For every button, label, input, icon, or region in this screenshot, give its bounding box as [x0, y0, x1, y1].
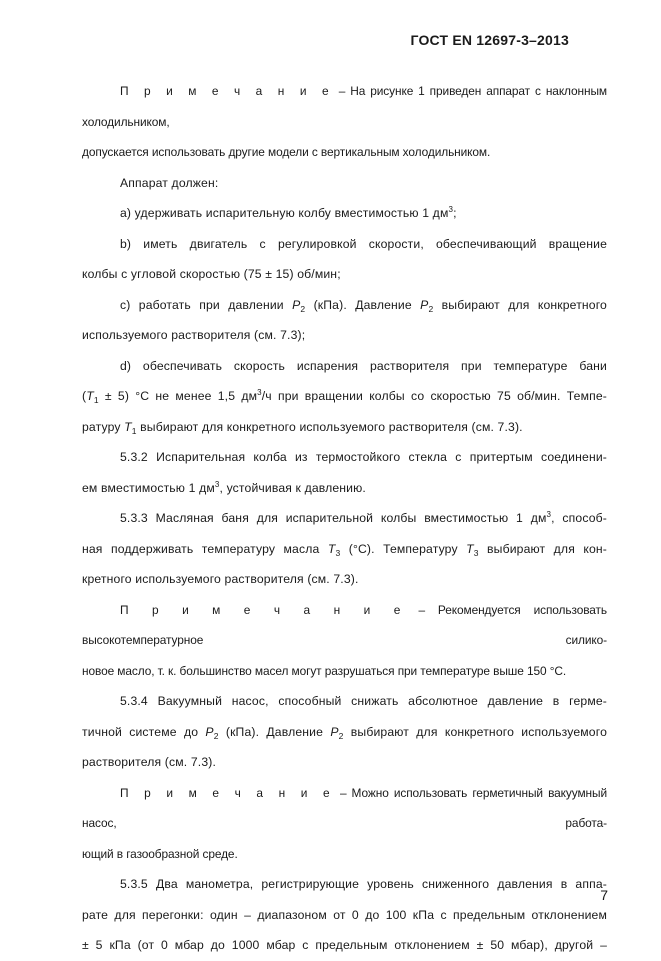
section-5-3-5: 5.3.5 Два манометра, регистрирующие уровень сниженного давления в аппа- — [120, 877, 607, 891]
note-1 — [82, 76, 607, 137]
item-d-line3: ратуру $T_1$ выбирают для конкретного используемого растворителя (см. 7.3). — [82, 419, 523, 436]
document-body — [82, 76, 607, 961]
section-5-3-2-line2: ем вместимостью 1 $дм^3$, устойчивая к давлению. — [82, 479, 366, 495]
note-label: П р и м е ч а н и е — [120, 602, 406, 617]
item-b-line1: b) иметь двигатель с регулировкой скорости, обеспечивающий вращение — [120, 236, 607, 251]
item-d-line2: $(T_1 \pm 5)$ °С не менее 1,5 $дм^3/ч$ при вращении колбы со скоростью 75 об/мин. Темпе- — [82, 388, 607, 405]
section-5-3-5-line3: ± 5 кПа (от 0 мбар до 1000 мбар с предельным отклонением ± 50 мбар), другой – — [82, 938, 607, 952]
section-5-3-3-line2: ная поддерживать температуру масла $T_3$ (°С). Температуру $T_3$ выбирают для кон- — [82, 541, 607, 558]
note-label: П р и м е ч а н и е — [120, 785, 335, 800]
note-label: П р и м е ч а н и е — [120, 84, 334, 98]
section-5-3-4: 5.3.4 Вакуумный насос, способный снижать абсолютное давление в герме- — [120, 694, 607, 708]
item-c — [82, 290, 607, 321]
section-5-3-4-line3: растворителя (см. 7.3). — [82, 755, 216, 769]
page-number: 7 — [600, 887, 608, 903]
note-3-continuation: ющий в газообразной среде. — [82, 846, 238, 861]
section-5-3-2-line1: 5.3.2 Испарительная колба из термостойкого стекла с притертым соединени- — [120, 450, 607, 464]
note-1-continuation: допускается использовать другие модели с вертикальным холодильником. — [82, 145, 491, 159]
note-1-text: – На рисунке 1 приведен аппарат с наклонным холодильником, — [82, 84, 607, 129]
item-c-line1: c) работать при давлении $P_2$ (кПа). Давление $P_2$ выбирают для конкретного — [120, 297, 607, 314]
note-2: П р и м е ч а н и е – Рекомендуется использовать высокотемпературное силико- — [82, 602, 607, 647]
section-5-3-4-line2: тичной системе до $P_2$ (кПа). Давление $P_2$ выбирают для конкретного используемого — [82, 724, 607, 741]
item-b — [82, 229, 607, 260]
item-a — [82, 198, 607, 229]
note-3: П р и м е ч а н и е – Можно использовать герметичный вакуумный насос, работа- — [82, 785, 607, 830]
item-a-sup: 3 — [448, 205, 454, 214]
item-a-text: а) удерживать испарительную колбу вместимостью 1 дм — [120, 206, 449, 220]
item-a-end: ; — [453, 206, 457, 220]
item-c-line2: используемого растворителя (см. 7.3); — [82, 328, 306, 342]
item-b-line2: колбы с угловой скоростью (75 ± 15) об/мин; — [82, 267, 341, 281]
section-5-3-3: 5.3.3 Масляная баня для испарительной колбы вместимостью 1 $дм^3$, способ- — [120, 510, 607, 525]
apparatus-intro: Аппарат должен: — [120, 175, 219, 190]
document-header: ГОСТ EN 12697-3–2013 — [410, 32, 569, 48]
item-d-line1: d) обеспечивать скорость испарения растворителя при температуре бани — [120, 358, 607, 373]
note-2-continuation: новое масло, т. к. большинство масел могут разрушаться при температуре выше 150 °С. — [82, 663, 567, 678]
section-5-3-2 — [82, 442, 607, 473]
item-d — [82, 351, 607, 382]
section-5-3-5-line2: рате для перегонки: один – диапазоном от 0 до 100 кПа с предельным отклонением — [82, 907, 607, 922]
section-5-3-3-line3: кретного используемого растворителя (см. 7.3). — [82, 572, 359, 586]
